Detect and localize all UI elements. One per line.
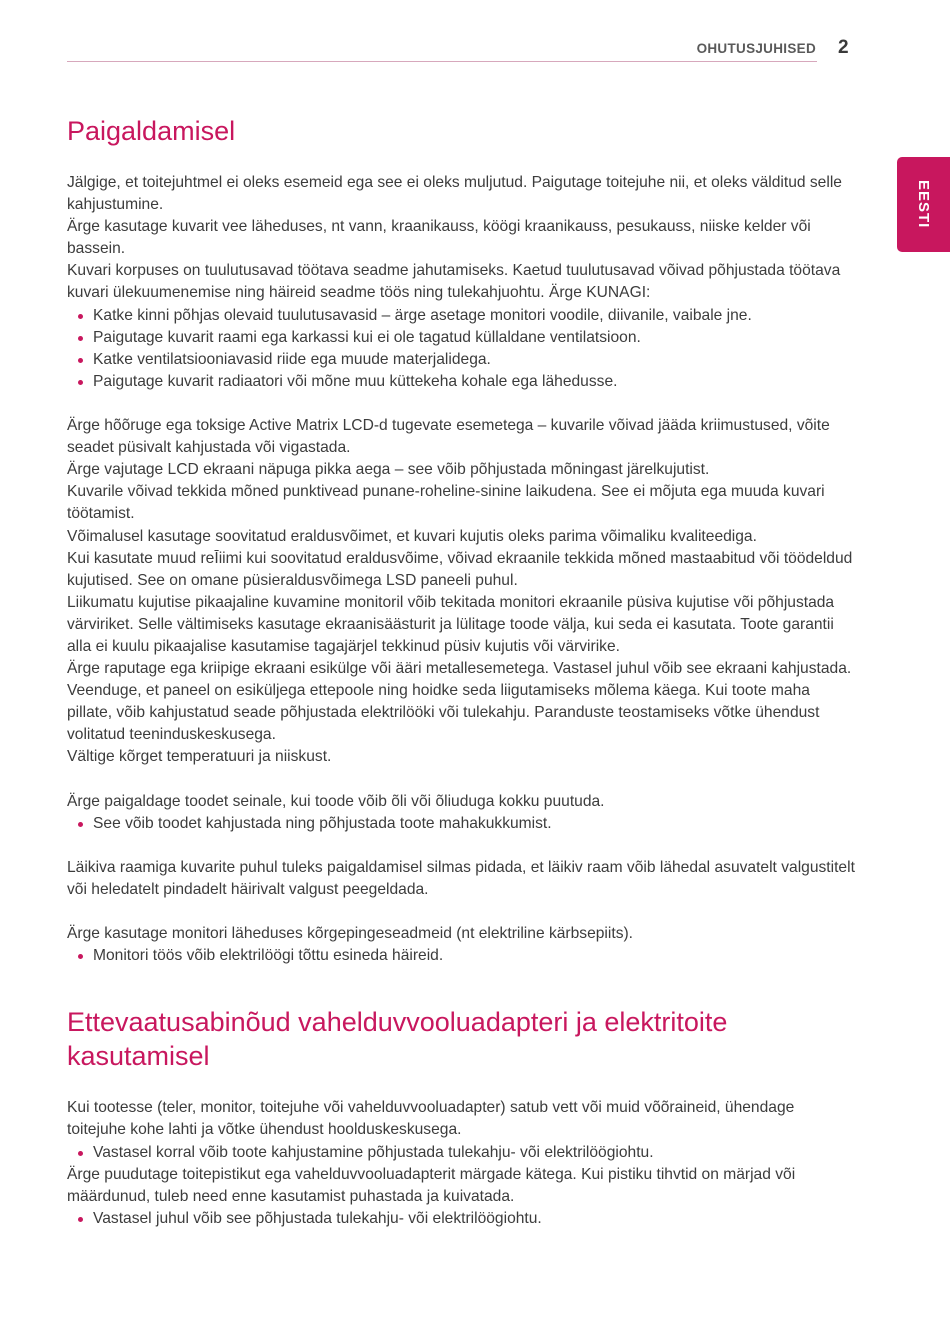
paragraph: Ärge kasutage kuvarit vee läheduses, nt vann, kraanikauss, köögi kraanikauss, pesukauss, niiske kelder või bassein. (67, 218, 811, 258)
page-content (67, 114, 857, 1230)
paragraph: Läikiva raamiga kuvarite puhul tuleks paigaldamisel silmas pidada, et läikiv raam võib lähedal asuvatelt valgustitelt või heledatelt pindadelt häirivalt valgust peegeldada. (67, 858, 855, 898)
paragraph: Ärge paigaldage toodet seinale, kui toode võib õli või õliuduga kokku puutuda. (67, 792, 605, 810)
list-item: Katke kinni põhjas olevaid tuulutusavasid – ärge asetage monitori voodile, diivanile, vaibale jne. (67, 305, 857, 327)
bullet-list (67, 813, 857, 835)
spacer (67, 393, 857, 415)
paragraph: Kui kasutate muud reĪiimi kui soovitatud eraldusvõime, võivad ekraanile tekkida mõned mastaabitud või töödeldud kujutised. See on omane püsieraldusvõimega LSD paneeli puhul. (67, 549, 853, 589)
language-tab (897, 157, 950, 252)
paragraph: Veenduge, et paneel on esiküljega ettepoole ning hoidke seda liigutamiseks mõlema käega. Kui toote maha pillate, võib kahjustatud seade põhjustada elektrilööki või tulekahju. Paranduste teostamiseks võtke ühendust volitatud teeninduskeskusega. (67, 682, 820, 744)
section-title-power-adapter: Ettevaatusabinõud vahelduvvooluadapteri ja elektritoite kasutamisel (67, 1007, 728, 1072)
list-item: Vastasel juhul võib see põhjustada tulekahju- või elektrilöögiohtu. (67, 1208, 857, 1230)
paragraph: Liikumatu kujutise pikaajaline kuvamine monitoril võib tekitada monitori ekraanile püsiva kujutise või põhjustada värviriket. Selle vältimiseks kasutage ekraanisäästurit ja lülitage toode välja, kui seda ei kasutata. Toote garantii alla ei kuulu pikaajalise kasutamise tagajärjel tekkinud püsiv kujutis või värvirike. (67, 593, 835, 655)
paragraph: Ärge hõõruge ega toksige Active Matrix LCD-d tugevate esemetega – kuvarile võivad jääda kriimustused, võite seadet püsivalt kahjustada või vigastada. (67, 417, 830, 457)
spacer (67, 835, 857, 857)
page-number: 2 (838, 37, 849, 58)
paragraph: Ärge vajutage LCD ekraani näpuga pikka aega – see võib põhjustada mõningast järelkujutist. (67, 461, 710, 479)
paragraph: Ärge puudutage toitepistikut ega vahelduvvooluadapterit märgade kätega. Kui pistiku tihvtid on märjad või määrdunud, tuleb need enne kasutamist puhastada ja kuivatada. (67, 1165, 796, 1205)
bullet-list (67, 945, 857, 967)
paragraph: Kui tootesse (teler, monitor, toitejuhe või vahelduvvooluadapter) satub vett või muid võõraineid, ühendage toitejuhe kohe lahti ja võtke ühendust hoolduskeskusega. (67, 1099, 795, 1139)
list-item: Vastasel korral võib toote kahjustamine põhjustada tulekahju- või elektrilöögiohtu. (67, 1142, 857, 1164)
section-title-installation: Paigaldamisel (67, 116, 236, 146)
paragraph: Ärge kasutage monitori läheduses kõrgepingeseadmeid (nt elektriline kärbsepiits). (67, 925, 634, 943)
spacer (67, 901, 857, 923)
running-header: OHUTUSJUHISED (696, 41, 816, 56)
spacer (67, 769, 857, 791)
list-item: Paigutage kuvarit raami ega karkassi kui ei ole tagatud küllaldane ventilatsioon. (67, 327, 857, 349)
list-item: See võib toodet kahjustada ning põhjustada toote mahakukkumist. (67, 813, 857, 835)
header-rule (67, 61, 817, 62)
paragraph: Kuvarile võivad tekkida mõned punktivead punane-roheline-sinine laikudena. See ei mõjuta ega muuda kuvari töötamist. (67, 483, 825, 523)
paragraph: Vältige kõrget temperatuuri ja niiskust. (67, 748, 332, 766)
bullet-list (67, 1208, 857, 1230)
paragraph: Võimalusel kasutage soovitatud eraldusvõimet, et kuvari kujutis oleks parima võimaliku kvaliteediga. (67, 527, 757, 545)
bullet-list (67, 305, 857, 393)
paragraph: Jälgige, et toitejuhtmel ei oleks esemeid ega see ei oleks muljutud. Paigutage toitejuhe nii, et oleks välditud selle kahjustumine. (67, 174, 842, 214)
list-item: Monitori töös võib elektrilöögi tõttu esineda häireid. (67, 945, 857, 967)
language-tab-label: EESTI (915, 180, 932, 229)
list-item: Paigutage kuvarit radiaatori või mõne muu küttekeha kohale ega lähedusse. (67, 371, 857, 393)
paragraph: Kuvari korpuses on tuulutusavad töötava seadme jahutamiseks. Kaetud tuulutusavad võivad põhjustada töötava kuvari ülekuumenemise ning häireid seadme töös ning tulekahjuohtu. Ärge KUNAGI: (67, 262, 841, 302)
paragraph: Ärge raputage ega kriipige ekraani esikülge või ääri metallesemetega. Vastasel juhul võib see ekraani kahjustada. (67, 660, 852, 678)
bullet-list (67, 1142, 857, 1164)
list-item: Katke ventilatsiooniavasid riide ega muude materjalidega. (67, 349, 857, 371)
